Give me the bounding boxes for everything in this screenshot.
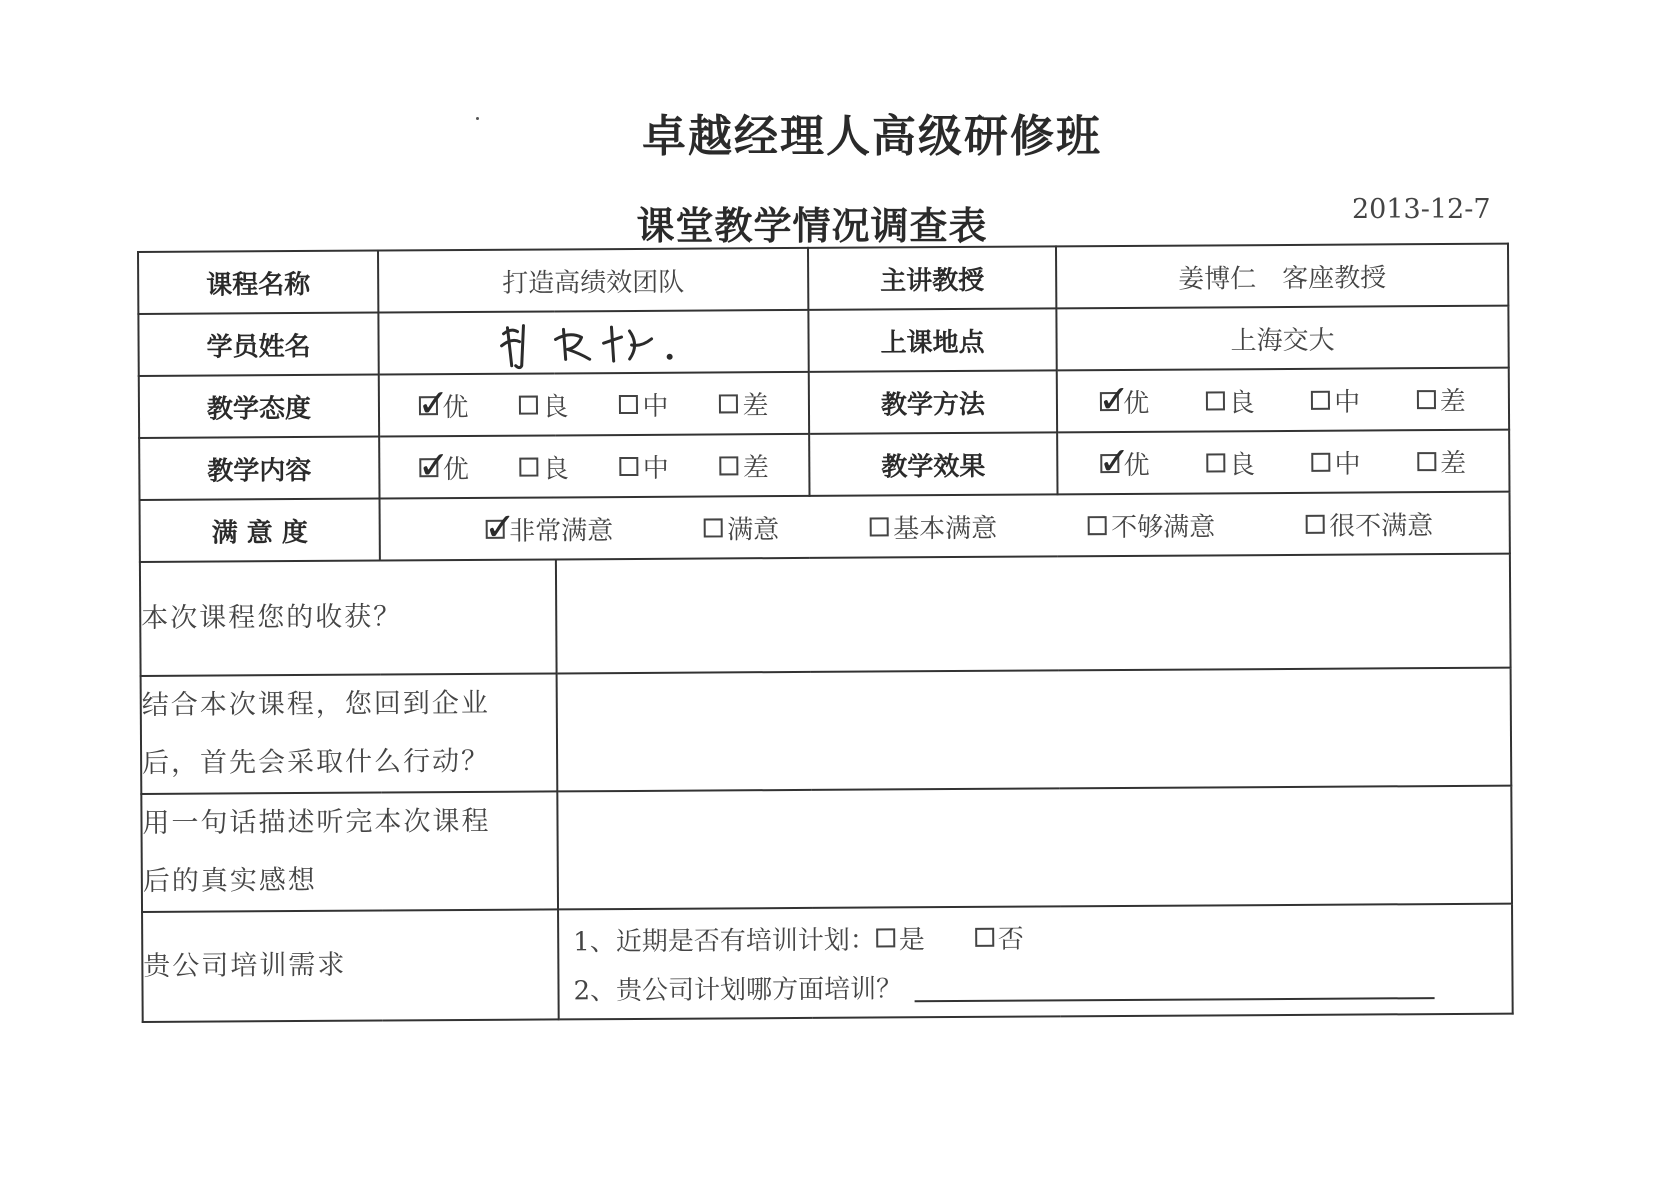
teacher-value: 姜博仁 客座教授 bbox=[1056, 244, 1508, 309]
handwritten-signature bbox=[483, 315, 703, 370]
method-option-poor[interactable]: 差 bbox=[1417, 380, 1466, 417]
form-title: 课堂教学情况调查表 bbox=[636, 204, 988, 248]
checkmark-icon: ✓ bbox=[1098, 438, 1131, 483]
checkbox-icon[interactable] bbox=[1098, 438, 1131, 483]
survey-table bbox=[137, 243, 1514, 1023]
checkmark-icon: ✓ bbox=[417, 442, 450, 487]
checkbox-icon[interactable] bbox=[870, 517, 889, 536]
satisfaction-options bbox=[381, 504, 1509, 548]
satisfaction-option-satisfied[interactable]: 满意 bbox=[704, 509, 779, 546]
effect-option-good[interactable]: 良 bbox=[1206, 444, 1255, 481]
effect-option-excellent[interactable]: ✓ 优 bbox=[1098, 438, 1150, 483]
content-option-good[interactable]: 良 bbox=[520, 448, 569, 485]
course-row bbox=[138, 244, 1508, 314]
satisfaction-option-very-dissatisfied[interactable]: 很不满意 bbox=[1306, 505, 1433, 543]
content-label: 教学内容 bbox=[139, 437, 379, 500]
checkbox-icon[interactable] bbox=[1088, 516, 1107, 535]
action-answer-area[interactable] bbox=[557, 668, 1512, 792]
attitude-option-excellent[interactable]: ✓ 优 bbox=[417, 380, 469, 425]
action-question: 结合本次课程，您回到企业 后，首先会采取什么行动？ bbox=[141, 673, 558, 794]
attitude-option-poor[interactable]: 差 bbox=[719, 385, 768, 422]
feeling-row bbox=[141, 786, 1512, 912]
student-row bbox=[138, 306, 1508, 376]
checkbox-icon[interactable] bbox=[519, 395, 538, 414]
checkbox-icon[interactable] bbox=[1311, 390, 1330, 409]
checkbox-icon[interactable] bbox=[484, 504, 517, 549]
student-label: 学员姓名 bbox=[138, 313, 378, 376]
checkbox-icon[interactable] bbox=[619, 394, 638, 413]
course-value: 打造高绩效团队 bbox=[378, 248, 808, 313]
content-option-poor[interactable]: 差 bbox=[720, 447, 769, 484]
checkbox-icon[interactable] bbox=[1417, 390, 1436, 409]
gains-question: 本次课程您的收获？ bbox=[140, 559, 557, 676]
program-title: 卓越经理人高级研修班 bbox=[642, 111, 1102, 162]
training-area-line: 2、贵公司计划哪方面培训？ bbox=[559, 959, 1511, 1014]
checkbox-icon[interactable] bbox=[520, 457, 539, 476]
satisfaction-option-not-satisfied[interactable]: 不够满意 bbox=[1088, 506, 1215, 544]
training-plan-no[interactable]: 否 bbox=[975, 919, 1024, 956]
gains-row bbox=[140, 554, 1511, 676]
checkbox-icon[interactable] bbox=[1098, 376, 1131, 421]
satisfaction-row bbox=[140, 492, 1510, 562]
checkbox-icon[interactable] bbox=[704, 518, 723, 537]
checkmark-icon: ✓ bbox=[484, 504, 517, 549]
effect-label: 教学效果 bbox=[809, 432, 1057, 496]
teacher-label: 主讲教授 bbox=[808, 246, 1056, 310]
student-signature bbox=[378, 310, 808, 375]
attitude-option-average[interactable]: 中 bbox=[619, 385, 668, 422]
feeling-question: 用一句话描述听完本次课程 后的真实感想 bbox=[141, 791, 558, 912]
attitude-row bbox=[139, 368, 1509, 438]
effect-option-average[interactable]: 中 bbox=[1311, 443, 1360, 480]
attitude-options bbox=[380, 380, 808, 425]
checkbox-icon[interactable] bbox=[720, 456, 739, 475]
checkmark-icon: ✓ bbox=[1098, 376, 1131, 421]
training-plan-line: 1、近期是否有培训计划： 是 否 bbox=[559, 910, 1511, 965]
training-row bbox=[142, 904, 1513, 1022]
method-label: 教学方法 bbox=[809, 370, 1057, 434]
feeling-answer-area[interactable] bbox=[557, 786, 1512, 910]
checkbox-icon[interactable] bbox=[876, 928, 895, 947]
method-option-excellent[interactable]: ✓ 优 bbox=[1098, 376, 1150, 421]
training-answer-area bbox=[558, 904, 1513, 1020]
training-plan-yes[interactable]: 是 bbox=[876, 919, 925, 956]
checkbox-icon[interactable] bbox=[1312, 452, 1331, 471]
satisfaction-option-very-satisfied[interactable]: ✓ 非常满意 bbox=[484, 504, 614, 549]
checkbox-icon[interactable] bbox=[620, 456, 639, 475]
attitude-label: 教学态度 bbox=[139, 375, 379, 438]
checkbox-icon[interactable] bbox=[417, 442, 450, 487]
location-value: 上海交大 bbox=[1056, 306, 1508, 371]
content-option-average[interactable]: 中 bbox=[620, 447, 669, 484]
content-row bbox=[139, 430, 1509, 500]
checkmark-icon: ✓ bbox=[417, 380, 450, 425]
content-option-excellent[interactable]: ✓ 优 bbox=[417, 442, 469, 487]
satisfaction-option-basically-satisfied[interactable]: 基本满意 bbox=[870, 507, 997, 545]
gains-answer-area[interactable] bbox=[556, 554, 1511, 674]
content-options bbox=[380, 442, 808, 487]
checkbox-icon[interactable] bbox=[1206, 453, 1225, 472]
form-date: 2013-12-7 bbox=[1352, 194, 1491, 225]
location-label: 上课地点 bbox=[808, 308, 1056, 372]
checkbox-icon[interactable] bbox=[1306, 514, 1325, 533]
method-option-good[interactable]: 良 bbox=[1206, 382, 1255, 419]
checkbox-icon[interactable] bbox=[719, 394, 738, 413]
method-option-average[interactable]: 中 bbox=[1311, 381, 1360, 418]
effect-options bbox=[1058, 438, 1508, 483]
training-question: 贵公司培训需求 bbox=[142, 909, 559, 1022]
checkbox-icon[interactable] bbox=[975, 928, 994, 947]
effect-option-poor[interactable]: 差 bbox=[1417, 442, 1466, 479]
action-row bbox=[141, 668, 1512, 794]
attitude-option-good[interactable]: 良 bbox=[519, 386, 568, 423]
training-area-field[interactable] bbox=[914, 969, 1434, 1002]
satisfaction-label: 满 意 度 bbox=[140, 499, 380, 562]
method-options bbox=[1058, 376, 1508, 421]
checkbox-icon[interactable] bbox=[417, 380, 450, 425]
checkbox-icon[interactable] bbox=[1417, 452, 1436, 471]
checkbox-icon[interactable] bbox=[1206, 391, 1225, 410]
course-label: 课程名称 bbox=[138, 251, 378, 314]
